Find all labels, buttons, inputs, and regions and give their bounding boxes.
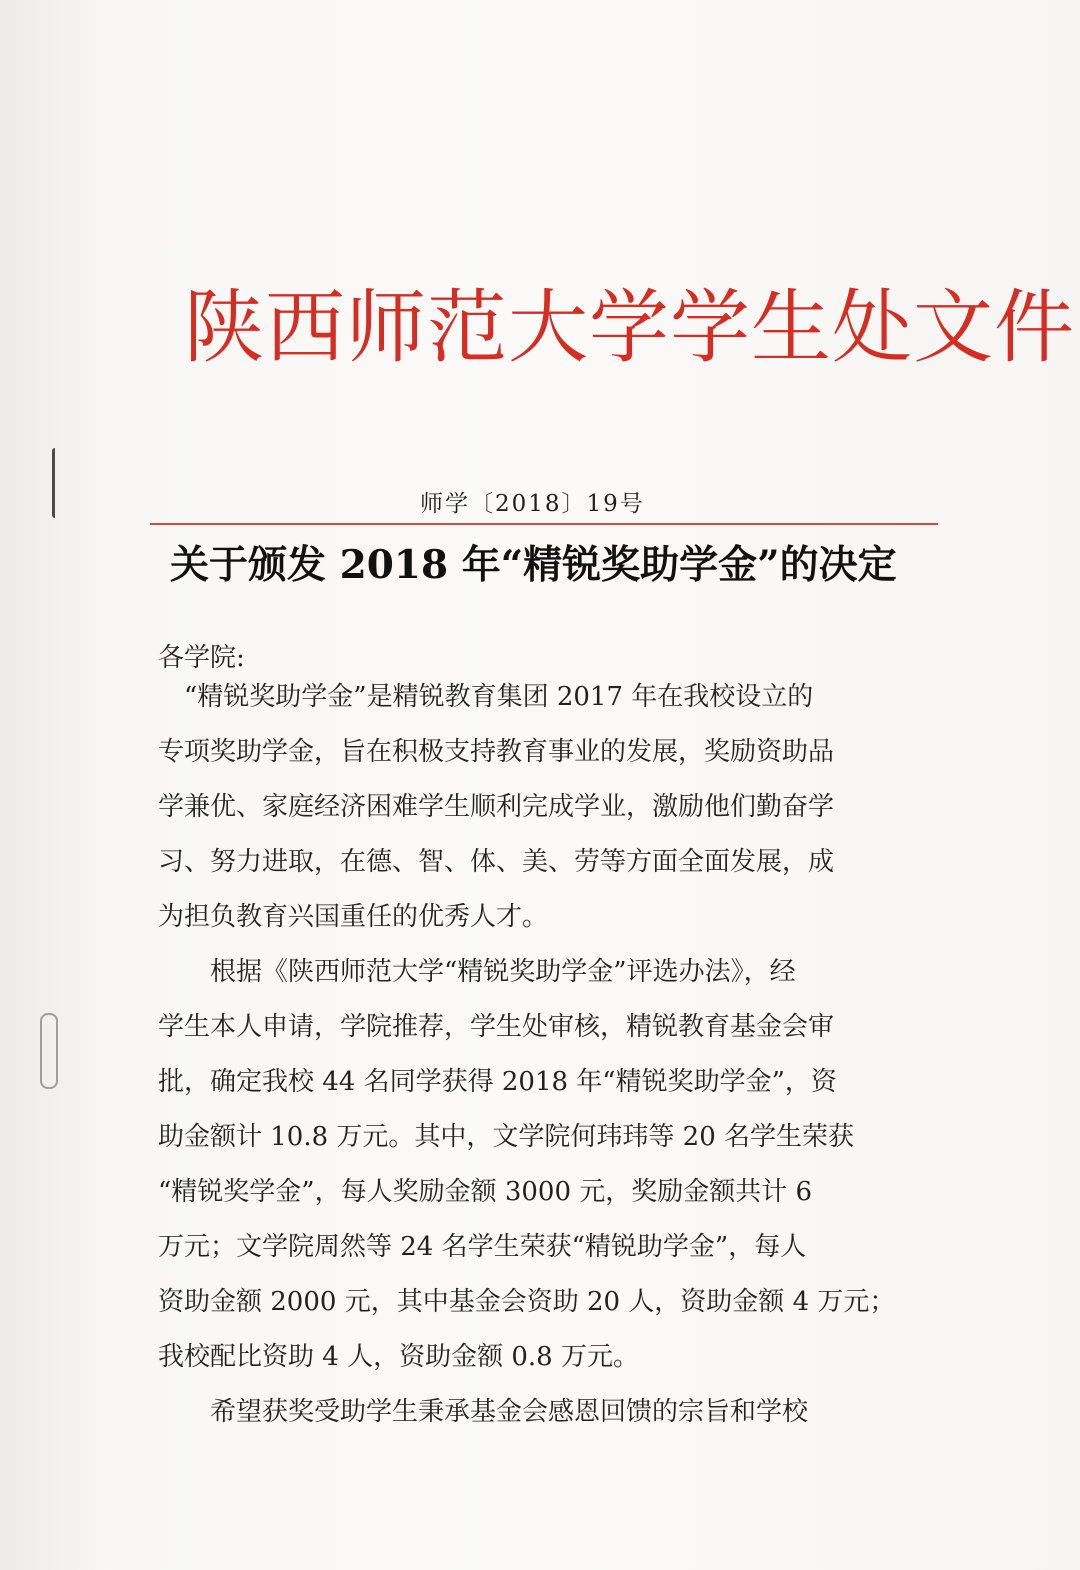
body-line: 学生本人申请，学院推荐，学生处审核，精锐教育基金会审 xyxy=(158,1012,835,1042)
body-line: 专项奖助学金，旨在积极支持教育事业的发展，奖励资助品 xyxy=(158,737,835,767)
body-line: 习、努力进取，在德、智、体、美、劳等方面全面发展，成 xyxy=(158,847,835,877)
staple-top xyxy=(52,448,61,518)
issuer-header-title: 陕西师范大学学生处文件 xyxy=(184,281,1075,374)
red-divider-line xyxy=(150,523,938,525)
body-line: “精锐奖学金”，每人奖励金额 3000 元，奖励金额共计 6 xyxy=(158,1177,813,1207)
body-line: 我校配比资助 4 人，资助金额 0.8 万元。 xyxy=(158,1342,639,1372)
body-line: 批，确定我校 44 名同学获得 2018 年“精锐奖助学金”，资 xyxy=(158,1067,837,1097)
body-line: 希望获奖受助学生秉承基金会感恩回馈的宗旨和学校 xyxy=(158,1397,809,1427)
body-line: 为担负教育兴国重任的优秀人才。 xyxy=(158,902,549,932)
document-number: 师学〔2018〕19号 xyxy=(420,491,645,517)
body-line: 根据《陕西师范大学“精锐奖助学金”评选办法》，经 xyxy=(158,957,796,987)
staple-bottom xyxy=(40,1013,58,1089)
salutation: 各学院: xyxy=(158,643,245,673)
body-line: 资助金额 2000 元，其中基金会资助 20 人，资助金额 4 万元； xyxy=(158,1287,896,1317)
body-line: “精锐奖助学金”是精锐教育集团 2017 年在我校设立的 xyxy=(158,682,814,712)
body-line: 学兼优、家庭经济困难学生顺利完成学业，激励他们勤奋学 xyxy=(158,792,835,822)
document-title: 关于颁发 2018 年“精锐奖助学金”的决定 xyxy=(170,542,897,588)
body-line: 万元；文学院周然等 24 名学生荣获“精锐助学金”，每人 xyxy=(158,1232,807,1262)
body-line: 助金额计 10.8 万元。其中，文学院何玮玮等 20 名学生荣获 xyxy=(158,1122,855,1152)
bleed-through-text xyxy=(210,145,350,182)
